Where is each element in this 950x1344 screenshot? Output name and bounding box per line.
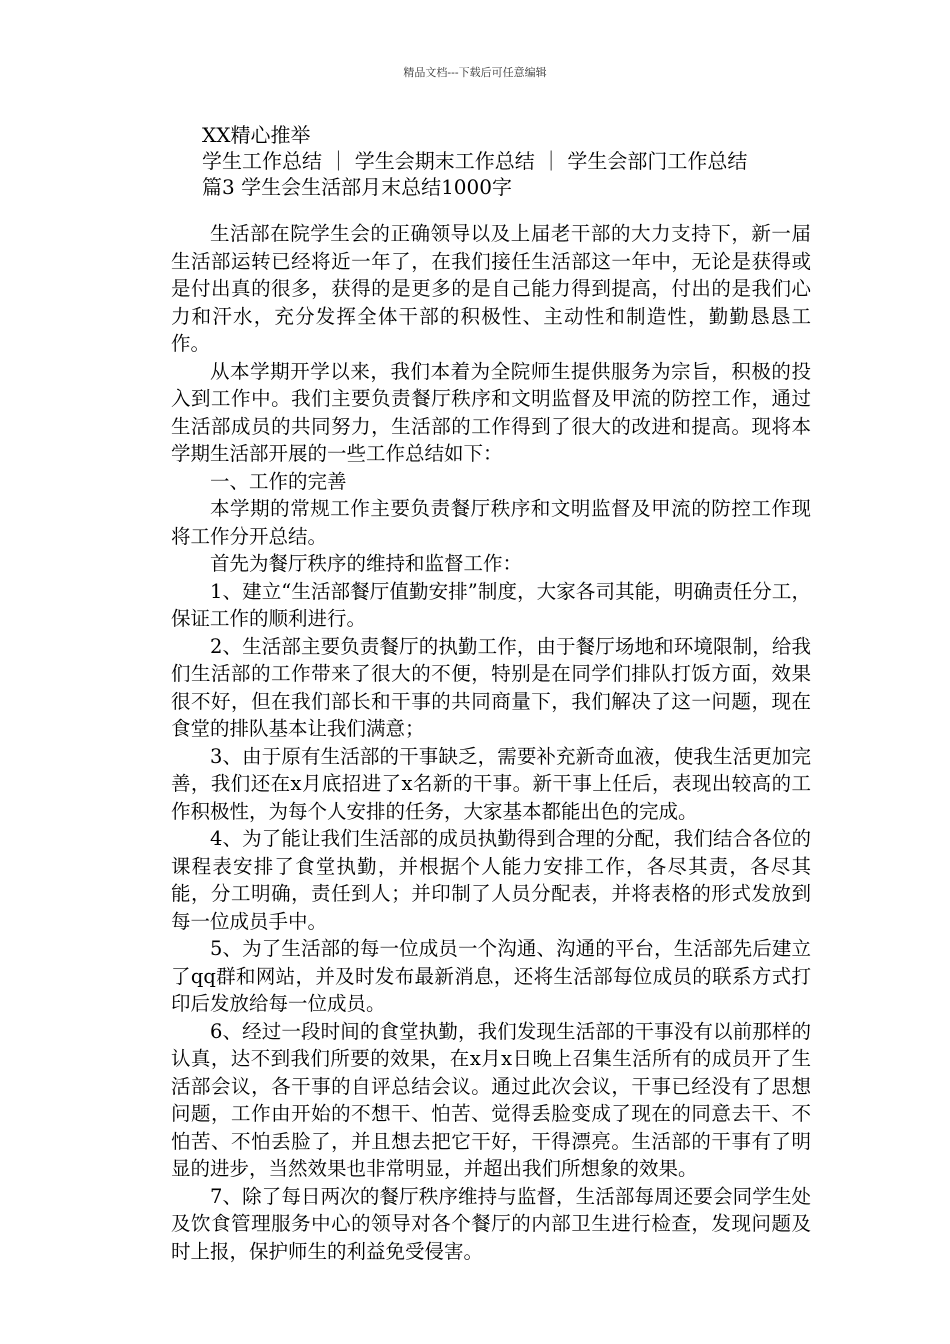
document-title: 篇3 学生会生活部月末总结1000字 [202, 175, 512, 199]
paragraph: 生活部在院学生会的正确领导以及上届老干部的大力支持下，新一届生活部运转已经将近一年了，在我们接任生活部这一年中，无论是获得或是付出真的很多，获得的是更多的是自己能力得到提高，付出的是我们心力和汗水，充分发挥全体干部的积极性、主动性和制造性，勤勤恳恳工作。 [171, 222, 811, 355]
list-item: 1、建立“生活部餐厅值勤安排”制度，大家各司其能，明确责任分工，保证工作的顺利进行。 [171, 579, 811, 630]
section-heading: 一、工作的完善 [210, 469, 347, 493]
document-body [171, 220, 811, 1265]
list-item: 3、由于原有生活部的干事缺乏，需要补充新奇血液，使我生活更加完善，我们还在x月底招进了x名新的干事。新干事上任后，表现出较高的工作积极性，为每个人安排的任务，大家基本都能出色的完成。 [171, 744, 811, 823]
list-item: 6、经过一段时间的食堂执勤，我们发现生活部的干事没有以前那样的认真，达不到我们所要的效果，在x月x日晚上召集生活所有的成员开了生活部会议，各干事的自评总结会议。通过此次会议，干事已经没有了思想问题，工作由开始的不想干、怕苦、觉得丢脸变成了现在的同意去干、不怕苦、不怕丢脸了，并且想去把它干好，干得漂亮。生活部的干事有了明显的进步，当然效果也非常明显，并超出我们所想象的效果。 [171, 1019, 811, 1180]
paragraph: 本学期的常规工作主要负责餐厅秩序和文明监督及甲流的防控工作现将工作分开总结。 [171, 497, 811, 548]
list-item: 7、除了每日两次的餐厅秩序维持与监督，生活部每周还要会同学生处及饮食管理服务中心的领导对各个餐厅的内部卫生进行检查，发现问题及时上报，保护师生的利益免受侵害。 [171, 1184, 811, 1263]
list-item: 4、为了能让我们生活部的成员执勤得到合理的分配，我们结合各位的课程表安排了食堂执勤，并根据个人能力安排工作，各尽其责，各尽其能，分工明确，责任到人；并印制了人员分配表，并将表格的形式发放到每一位成员手中。 [171, 827, 811, 933]
header-line-recommend: XX精心推举 [202, 123, 311, 147]
paragraph: 从本学期开学以来，我们本着为全院师生提供服务为宗旨，积极的投入到工作中。我们主要负责餐厅秩序和文明监督及甲流的防控工作，通过生活部成员的共同努力，生活部的工作得到了很大的改进和提高。现将本学期生活部开展的一些工作总结如下： [171, 359, 811, 465]
paragraph: 首先为餐厅秩序的维持和监督工作： [210, 552, 523, 575]
header-line-categories: 学生工作总结 ｜ 学生会期末工作总结 ｜ 学生会部门工作总结 [202, 149, 748, 173]
page-header-note: 精品文档---下载后可任意编辑 [403, 66, 547, 79]
document-header [202, 122, 747, 200]
list-item: 5、为了生活部的每一位成员一个沟通、沟通的平台，生活部先后建立了qq群和网站，并及时发布最新消息，还将生活部每位成员的联系方式打印后发放给每一位成员。 [171, 937, 811, 1015]
list-item: 2、生活部主要负责餐厅的执勤工作，由于餐厅场地和环境限制，给我们生活部的工作带来了很大的不便，特别是在同学们排队打饭方面，效果很不好，但在我们部长和干事的共同商量下，我们解决了这一问题，现在食堂的排队基本让我们满意； [171, 634, 811, 740]
